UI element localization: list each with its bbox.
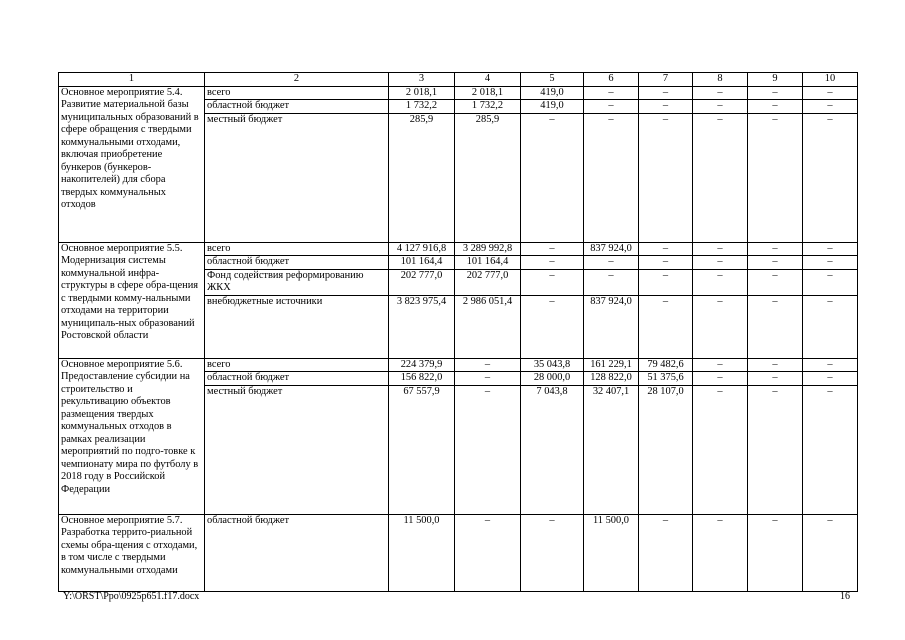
amount-cell: – bbox=[455, 385, 521, 514]
column-header: 7 bbox=[639, 73, 693, 87]
amount-cell: 67 557,9 bbox=[389, 385, 455, 514]
amount-cell: – bbox=[748, 358, 803, 372]
amount-cell: 32 407,1 bbox=[584, 385, 639, 514]
column-header: 5 bbox=[521, 73, 584, 87]
amount-cell: 7 043,8 bbox=[521, 385, 584, 514]
amount-cell: 156 822,0 bbox=[389, 372, 455, 386]
amount-cell: – bbox=[639, 242, 693, 256]
amount-cell: – bbox=[521, 256, 584, 270]
amount-cell: – bbox=[693, 100, 748, 114]
funding-source-cell: областной бюджет bbox=[205, 100, 389, 114]
amount-cell: 2 018,1 bbox=[389, 86, 455, 100]
funding-source-cell: местный бюджет bbox=[205, 113, 389, 242]
amount-cell: – bbox=[803, 256, 858, 270]
amount-cell: – bbox=[693, 514, 748, 591]
amount-cell: – bbox=[693, 86, 748, 100]
amount-cell: – bbox=[455, 358, 521, 372]
amount-cell: 285,9 bbox=[455, 113, 521, 242]
column-header: 9 bbox=[748, 73, 803, 87]
amount-cell: 2 018,1 bbox=[455, 86, 521, 100]
amount-cell: 3 289 992,8 bbox=[455, 242, 521, 256]
funding-source-cell: областной бюджет bbox=[205, 256, 389, 270]
amount-cell: – bbox=[521, 295, 584, 358]
amount-cell: – bbox=[748, 100, 803, 114]
amount-cell: – bbox=[693, 242, 748, 256]
funding-source-cell: всего bbox=[205, 86, 389, 100]
table-row bbox=[59, 358, 858, 372]
amount-cell: 837 924,0 bbox=[584, 295, 639, 358]
amount-cell: – bbox=[584, 100, 639, 114]
amount-cell: – bbox=[693, 385, 748, 514]
amount-cell: – bbox=[803, 358, 858, 372]
amount-cell: 837 924,0 bbox=[584, 242, 639, 256]
column-header: 3 bbox=[389, 73, 455, 87]
funding-source-cell: всего bbox=[205, 242, 389, 256]
amount-cell: 4 127 916,8 bbox=[389, 242, 455, 256]
amount-cell: – bbox=[803, 385, 858, 514]
amount-cell: – bbox=[521, 113, 584, 242]
amount-cell: 161 229,1 bbox=[584, 358, 639, 372]
amount-cell: 419,0 bbox=[521, 86, 584, 100]
amount-cell: – bbox=[748, 372, 803, 386]
funding-source-cell: всего bbox=[205, 358, 389, 372]
budget-table-body bbox=[59, 86, 858, 591]
column-header: 4 bbox=[455, 73, 521, 87]
amount-cell: – bbox=[639, 86, 693, 100]
amount-cell: – bbox=[584, 113, 639, 242]
amount-cell: – bbox=[584, 86, 639, 100]
amount-cell: – bbox=[748, 514, 803, 591]
amount-cell: – bbox=[521, 514, 584, 591]
amount-cell: – bbox=[521, 269, 584, 295]
amount-cell: – bbox=[639, 256, 693, 270]
amount-cell: – bbox=[803, 295, 858, 358]
table-row bbox=[59, 514, 858, 591]
column-number-row bbox=[59, 73, 858, 87]
amount-cell: 1 732,2 bbox=[455, 100, 521, 114]
amount-cell: – bbox=[803, 100, 858, 114]
amount-cell: 28 000,0 bbox=[521, 372, 584, 386]
amount-cell: 202 777,0 bbox=[389, 269, 455, 295]
page-number: 16 bbox=[840, 591, 850, 602]
amount-cell: 101 164,4 bbox=[389, 256, 455, 270]
amount-cell: – bbox=[748, 295, 803, 358]
amount-cell: – bbox=[748, 385, 803, 514]
funding-source-cell: областной бюджет bbox=[205, 514, 389, 591]
funding-source-cell: Фонд содействия реформированию ЖКХ bbox=[205, 269, 389, 295]
amount-cell: – bbox=[584, 256, 639, 270]
amount-cell: – bbox=[748, 113, 803, 242]
funding-source-cell: местный бюджет bbox=[205, 385, 389, 514]
amount-cell: 28 107,0 bbox=[639, 385, 693, 514]
amount-cell: – bbox=[803, 269, 858, 295]
amount-cell: 79 482,6 bbox=[639, 358, 693, 372]
amount-cell: 285,9 bbox=[389, 113, 455, 242]
amount-cell: 419,0 bbox=[521, 100, 584, 114]
amount-cell: 11 500,0 bbox=[584, 514, 639, 591]
activity-cell: Основное мероприятие 5.4. Развитие материальной базы муниципальных образований в сфере обращения с твердыми коммунальными отходами, включая приобретение бункеров (бункеров-накопителей) для сбора твердых коммунальных отходов bbox=[59, 86, 205, 242]
table-row bbox=[59, 242, 858, 256]
amount-cell: – bbox=[803, 242, 858, 256]
amount-cell: – bbox=[639, 113, 693, 242]
amount-cell: 1 732,2 bbox=[389, 100, 455, 114]
column-header: 8 bbox=[693, 73, 748, 87]
amount-cell: 35 043,8 bbox=[521, 358, 584, 372]
budget-table bbox=[58, 72, 858, 592]
amount-cell: – bbox=[639, 514, 693, 591]
column-header: 2 bbox=[205, 73, 389, 87]
amount-cell: – bbox=[455, 372, 521, 386]
amount-cell: – bbox=[748, 86, 803, 100]
amount-cell: – bbox=[639, 295, 693, 358]
amount-cell: – bbox=[639, 100, 693, 114]
amount-cell: – bbox=[521, 242, 584, 256]
amount-cell: – bbox=[693, 295, 748, 358]
amount-cell: 128 822,0 bbox=[584, 372, 639, 386]
amount-cell: 51 375,6 bbox=[639, 372, 693, 386]
activity-cell: Основное мероприятие 5.5. Модернизация системы коммунальной инфра-структуры в сфере обра-щения с твердыми комму-нальными отходами на территории муниципаль-ных образований Ростовской области bbox=[59, 242, 205, 358]
amount-cell: – bbox=[639, 269, 693, 295]
column-header: 6 bbox=[584, 73, 639, 87]
amount-cell: – bbox=[803, 86, 858, 100]
amount-cell: 2 986 051,4 bbox=[455, 295, 521, 358]
amount-cell: – bbox=[693, 256, 748, 270]
footer-file-path: Y:\ORST\Ppo\0925p651.f17.docx bbox=[63, 591, 200, 602]
amount-cell: – bbox=[748, 256, 803, 270]
funding-source-cell: внебюджетные источники bbox=[205, 295, 389, 358]
amount-cell: 3 823 975,4 bbox=[389, 295, 455, 358]
amount-cell: – bbox=[584, 269, 639, 295]
amount-cell: – bbox=[748, 269, 803, 295]
column-header: 10 bbox=[803, 73, 858, 87]
amount-cell: – bbox=[455, 514, 521, 591]
amount-cell: – bbox=[693, 358, 748, 372]
amount-cell: – bbox=[693, 113, 748, 242]
amount-cell: 11 500,0 bbox=[389, 514, 455, 591]
column-header: 1 bbox=[59, 73, 205, 87]
amount-cell: – bbox=[693, 269, 748, 295]
activity-cell: Основное мероприятие 5.7. Разработка террито-риальной схемы обра-щения с отходами, в том числе с твердыми коммунальными отходами bbox=[59, 514, 205, 591]
activity-cell: Основное мероприятие 5.6. Предоставление субсидии на строительство и рекультивацию объектов размещения твердых коммунальных отходов в рамках реализации мероприятий по подго-товке к чемпионату мира по футболу в 2018 году в Российской Федерации bbox=[59, 358, 205, 514]
funding-source-cell: областной бюджет bbox=[205, 372, 389, 386]
amount-cell: – bbox=[803, 372, 858, 386]
table-row bbox=[59, 86, 858, 100]
amount-cell: – bbox=[693, 372, 748, 386]
amount-cell: 202 777,0 bbox=[455, 269, 521, 295]
amount-cell: 224 379,9 bbox=[389, 358, 455, 372]
amount-cell: – bbox=[748, 242, 803, 256]
amount-cell: 101 164,4 bbox=[455, 256, 521, 270]
amount-cell: – bbox=[803, 514, 858, 591]
amount-cell: – bbox=[803, 113, 858, 242]
